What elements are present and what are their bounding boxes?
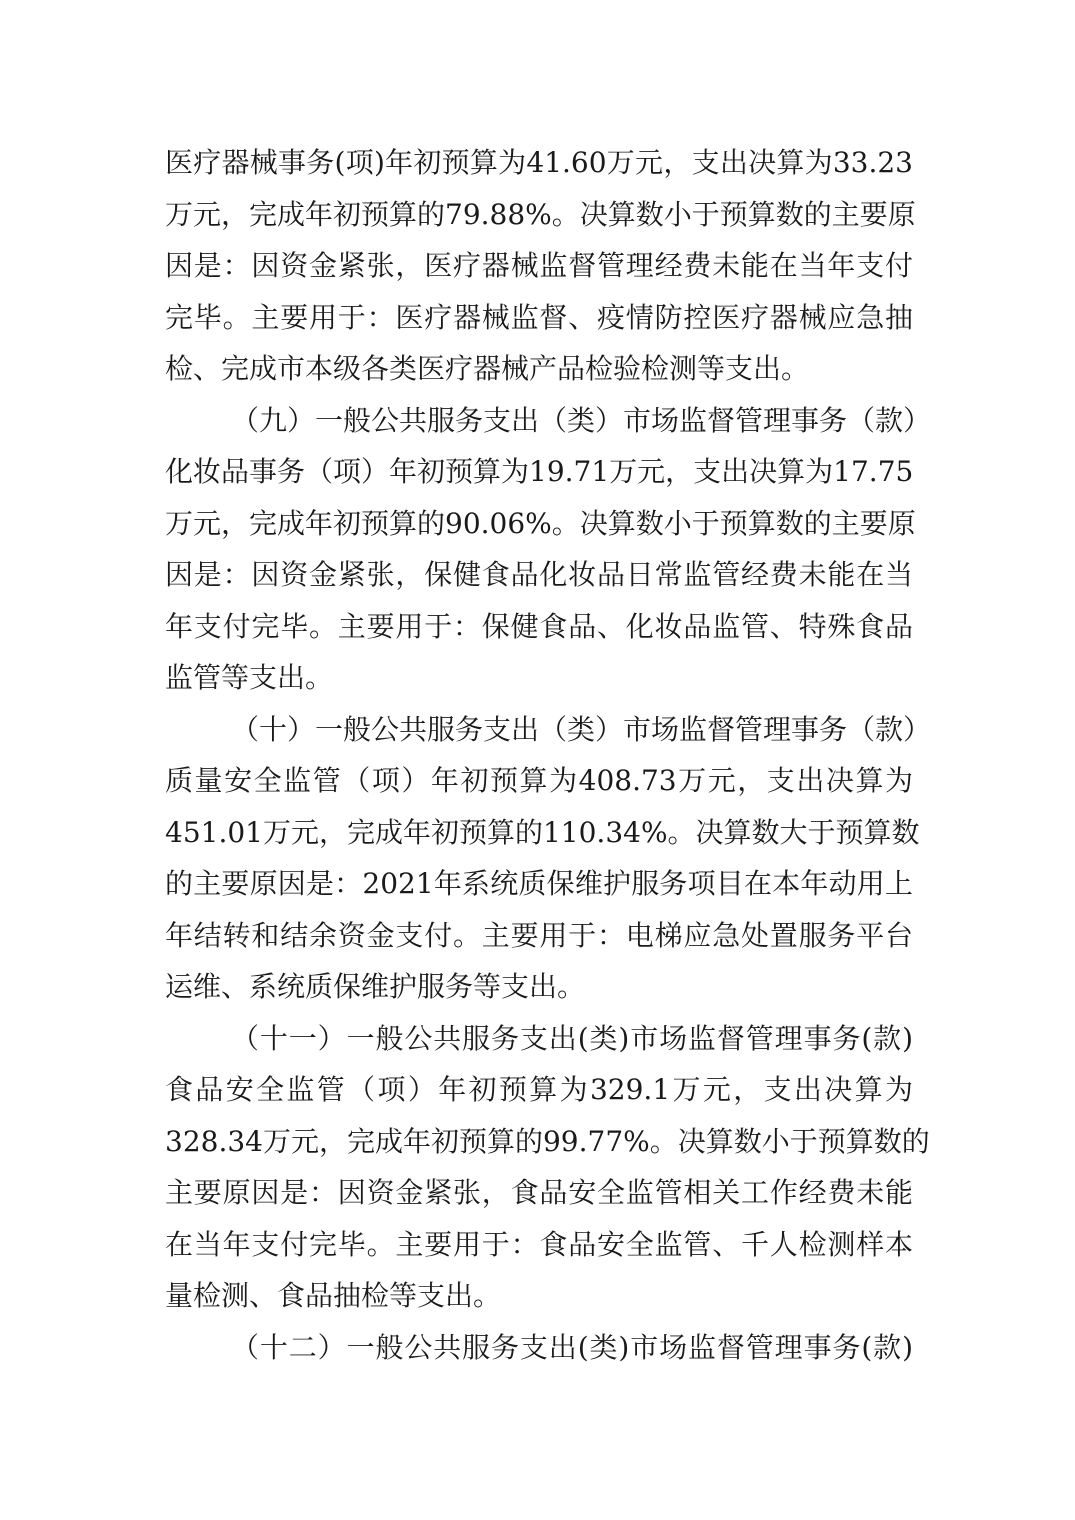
paragraph-medical-devices xyxy=(165,137,916,395)
document-body xyxy=(165,137,932,1373)
text-line: 量检测、食品抽检等支出。 xyxy=(165,1279,502,1312)
text-line: 年支付完毕。主要用于：保健食品、化妆品监管、特殊食品 xyxy=(165,609,913,643)
text-line: （十二）一般公共服务支出(类)市场监督管理事务(款) xyxy=(231,1330,913,1364)
text-line: 451.01万元，完成年初预算的110.34%。决算数大于预算数 xyxy=(165,815,920,849)
text-line: 万元，完成年初预算的79.88%。决算数小于预算数的主要原 xyxy=(165,197,916,231)
text-line: （十）一般公共服务支出（类）市场监督管理事务（款） xyxy=(231,712,932,746)
paragraph-item-twelve xyxy=(165,1322,913,1374)
paragraph-quality-safety xyxy=(165,704,932,1013)
paragraph-cosmetics xyxy=(165,395,932,704)
text-line: 完毕。主要用于：医疗器械监督、疫情防控医疗器械应急抽 xyxy=(165,300,913,334)
text-line: 主要原因是：因资金紧张，食品安全监管相关工作经费未能 xyxy=(165,1176,913,1209)
text-line: 运维、系统质保维护服务等支出。 xyxy=(165,970,586,1003)
text-line: （十一）一般公共服务支出(类)市场监督管理事务(款) xyxy=(231,1021,913,1055)
text-line: 检、完成市本级各类医疗器械产品检验检测等支出。 xyxy=(165,352,810,385)
text-line: 质量安全监管（项）年初预算为408.73万元，支出决算为 xyxy=(165,764,913,797)
text-line: 医疗器械事务(项)年初预算为41.60万元，支出决算为33.23 xyxy=(165,146,913,179)
text-line: 因是：因资金紧张，保健食品化妆品日常监管经费未能在当 xyxy=(165,558,913,591)
text-line: 在当年支付完毕。主要用于：食品安全监管、千人检测样本 xyxy=(165,1227,913,1261)
text-line: （九）一般公共服务支出（类）市场监督管理事务（款） xyxy=(231,403,932,437)
paragraph-food-safety xyxy=(165,1013,930,1322)
text-line: 食品安全监管（项）年初预算为329.1万元，支出决算为 xyxy=(165,1073,913,1106)
text-line: 328.34万元，完成年初预算的99.77%。决算数小于预算数的 xyxy=(165,1124,930,1158)
text-line: 监管等支出。 xyxy=(165,661,334,694)
text-line: 因是：因资金紧张，医疗器械监督管理经费未能在当年支付 xyxy=(165,249,913,282)
text-line: 化妆品事务（项）年初预算为19.71万元，支出决算为17.75 xyxy=(165,455,914,488)
text-line: 年结转和结余资金支付。主要用于：电梯应急处置服务平台 xyxy=(165,918,913,952)
text-line: 万元，完成年初预算的90.06%。决算数小于预算数的主要原 xyxy=(165,506,916,540)
text-line: 的主要原因是：2021年系统质保维护服务项目在本年动用上 xyxy=(165,867,913,900)
